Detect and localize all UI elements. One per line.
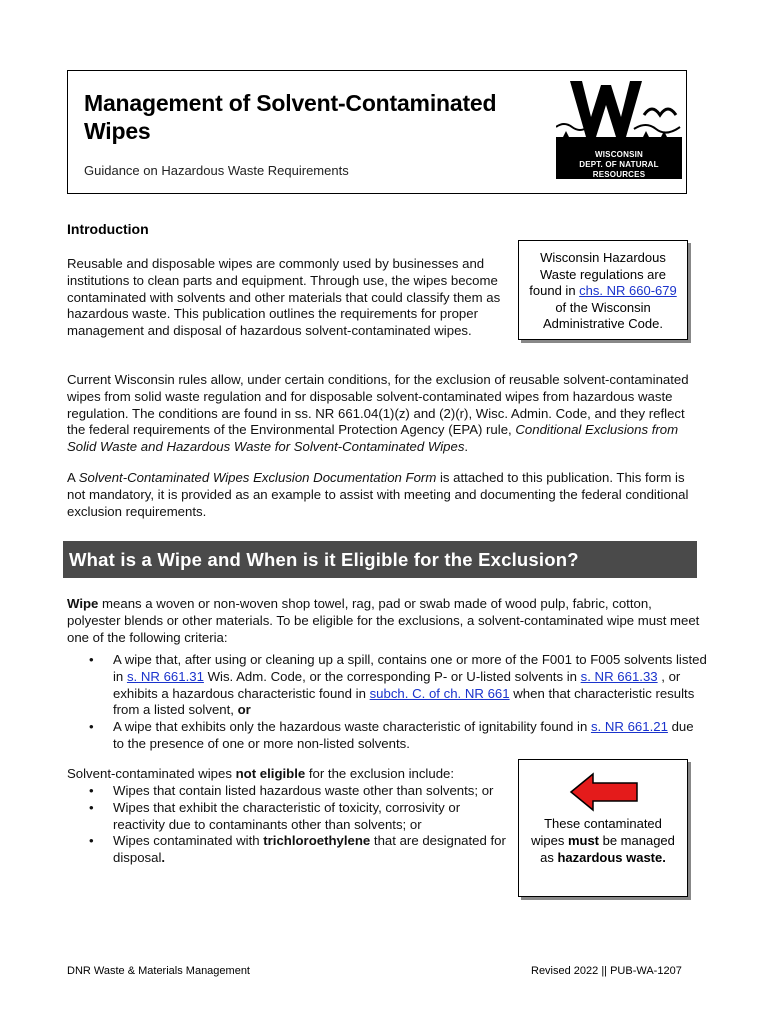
header-box — [67, 70, 687, 194]
subch-c-nr-661-link[interactable]: subch. C. of ch. NR 661 — [369, 685, 510, 701]
logo-caption: WISCONSIN DEPT. OF NATURAL RESOURCES — [556, 141, 682, 179]
form-paragraph: A Solvent-Contaminated Wipes Exclusion Documentation Form is attached to this publication. This form is not mandatory, it is provided as an example to assist with meeting and documenting the federal conditional exclusion requirements. — [67, 470, 689, 519]
list-item: • A wipe that, after using or cleaning up a spill, contains one or more of the F001 to F005 solvents listed in s. NR 661.31 Wis. Adm. Code, or the corresponding P- or U-listed solvents in s. NR 661.33 , or exhibits a hazardous characteristic found in subch. C. of ch. NR 661 when that characteristic results from a listed solvent, or — [89, 652, 707, 718]
bullet-icon: • — [89, 833, 94, 849]
wipe-term: Wipe — [67, 596, 99, 611]
nr-661-31-link[interactable]: s. NR 661.31 — [126, 668, 204, 684]
footer-right: Revised 2022 || PUB-WA-1207 — [531, 965, 682, 977]
list-item: • Wipes that contain listed hazardous waste other than solvents; or — [89, 783, 494, 798]
list-item: • Wipes contaminated with trichloroethylene that are designated for disposal. — [89, 833, 506, 866]
nr-661-21-link[interactable]: s. NR 661.21 — [590, 719, 668, 735]
rules-paragraph: Current Wisconsin rules allow, under certain conditions, for the exclusion of reusable solvent-contaminated wipes from solid waste regulation and for disposable solvent-contaminated wipes from hazardous waste regulation. The conditions are found in ss. NR 661.04(1)(z) and (2)(r), Wisc. Admin. Code, and they reflect the federal requirements of the Environmental Protection Agency (EPA) rule, Conditional Exclusions from Solid Waste and Hazardous Waste for Solvent-Contaminated Wipes. — [67, 372, 689, 455]
intro-heading: Introduction — [67, 221, 149, 237]
intro-paragraph: Reusable and disposable wipes are commonly used by businesses and institutions to clean parts and equipment. Through use, the wipes become contaminated with solvents and other materials that could classify them as hazardous waste. This publication outlines the requirements for proper management and disposal of hazardous solvent-contaminated wipes. — [67, 256, 501, 339]
form-title: Solvent-Contaminated Wipes Exclusion Documentation Form — [78, 470, 437, 485]
bullet-icon: • — [89, 783, 94, 798]
hazardous-waste-callout — [518, 759, 688, 897]
eligibility-list — [67, 652, 707, 753]
footer-left: DNR Waste & Materials Management — [67, 965, 250, 977]
not-eligible-list — [67, 783, 507, 867]
chs-nr-660-679-link[interactable]: chs. NR 660-679 — [579, 283, 677, 298]
not-eligible-intro: Solvent-contaminated wipes not eligible for the exclusion include: — [67, 766, 455, 781]
bullet-icon: • — [89, 719, 94, 735]
list-item: • Wipes that exhibit the characteristic of toxicity, corrosivity or reactivity due to contaminants other than solvents; or — [89, 799, 461, 832]
wipe-definition: Wipe means a woven or non-woven shop towel, rag, pad or swab made of wood pulp, fabric, cotton, polyester blends or other materials. To be eligible for the exclusions, a solvent-contaminated wipe must meet one of the following criteria: — [67, 596, 700, 645]
bullet-icon: • — [89, 652, 94, 667]
left-arrow-icon — [569, 772, 639, 812]
epa-rule-title: Conditional Exclusions from Solid Waste and Hazardous Waste for Solvent-Contaminated Wipes — [67, 422, 679, 455]
nr-661-33-link[interactable]: s. NR 661.33 — [580, 668, 658, 684]
page-title — [84, 89, 554, 145]
bullet-icon: • — [89, 799, 94, 815]
title-line-1: Management of Solvent-Contaminated — [84, 90, 497, 116]
page-subtitle: Guidance on Hazardous Waste Requirements — [84, 163, 349, 178]
section-heading: What is a Wipe and When is it Eligible for the Exclusion? — [63, 541, 697, 578]
regulations-callout: Wisconsin Hazardous Waste regulations are found in chs. NR 660-679 of the Wisconsin Administrative Code. — [518, 240, 688, 340]
dnr-logo-icon — [556, 77, 682, 147]
callout-text: These contaminated wipes must be managed as hazardous waste. — [531, 816, 675, 865]
list-item: • A wipe that exhibits only the hazardous waste characteristic of ignitability found in s. NR 661.21 due to the presence of one or more non-listed solvents. — [89, 719, 694, 751]
dnr-logo — [556, 77, 682, 181]
title-line-2: Wipes — [84, 118, 151, 144]
